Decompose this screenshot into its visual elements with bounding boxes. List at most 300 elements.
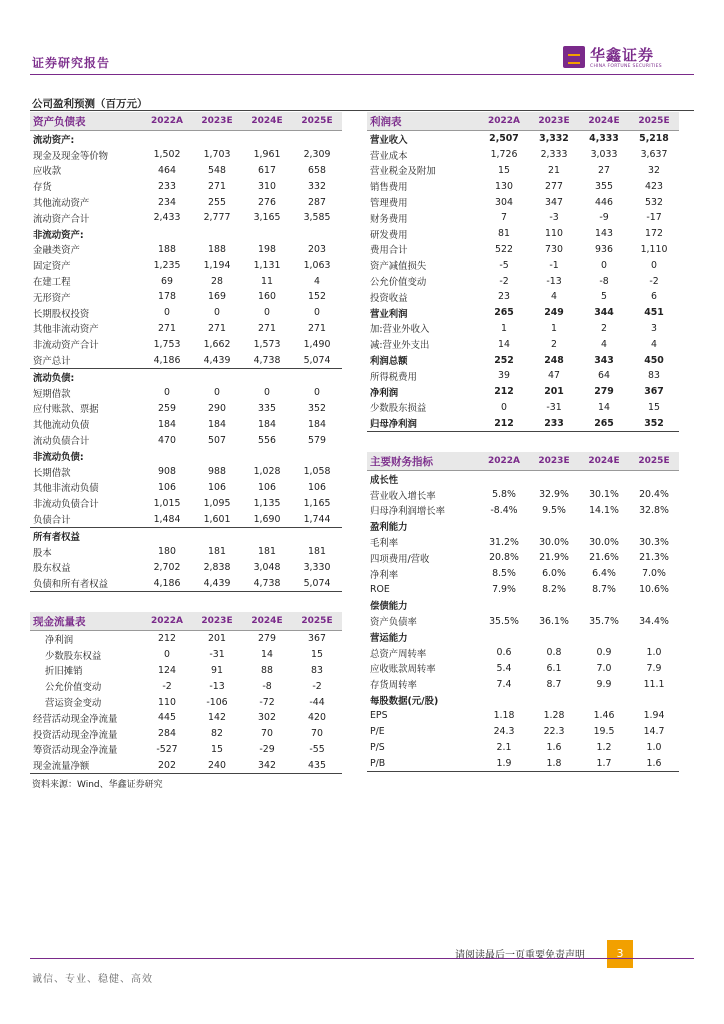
row-label: 其他流动负债 [33, 420, 90, 432]
table-row [30, 710, 342, 726]
cell-value: 1,165 [303, 497, 331, 509]
cell-value: 0 [214, 307, 220, 319]
cell-value: 5,074 [292, 352, 342, 368]
row-label: 长期股权投资 [33, 308, 90, 320]
cell-value: -31 [546, 401, 562, 413]
cell-value: 0 [651, 259, 657, 271]
cell-value: 14 [261, 649, 273, 661]
cell-value [579, 518, 629, 534]
row-label: 营业税金及附加 [370, 166, 436, 178]
cell-value: 184 [258, 418, 276, 430]
table-row [367, 676, 679, 692]
row-label: 少数股东权益 [45, 650, 102, 662]
row-label: 其他流动资产 [33, 198, 90, 210]
row-label: 在建工程 [33, 277, 71, 289]
cell-value: 0 [264, 307, 270, 319]
cell-value: 30.0% [539, 536, 569, 548]
row-label: 筹资活动现金净流量 [33, 745, 118, 757]
row-label: 所有者权益 [33, 531, 80, 543]
cell-value: 124 [158, 664, 176, 676]
cell-value: 446 [595, 196, 613, 208]
table-row [30, 352, 342, 368]
table-row [367, 708, 679, 724]
cell-value: 14.1% [589, 504, 619, 516]
table-row [367, 613, 679, 629]
logo-mark-icon [563, 46, 585, 68]
cell-value: 658 [308, 164, 326, 176]
row-label: 非流动资产合计 [33, 340, 99, 352]
cell-value: 435 [292, 757, 342, 773]
cell-value: 83 [648, 370, 660, 382]
cell-value [142, 226, 192, 242]
table-row [30, 432, 342, 448]
row-label: 现金流量净额 [30, 757, 142, 773]
cell-value: 5 [601, 291, 607, 303]
cell-value: 1.0 [646, 647, 662, 659]
row-label: EPS [370, 710, 388, 722]
cell-value [579, 597, 629, 613]
cell-value: 202 [142, 757, 192, 773]
row-label: 现金及现金等价物 [33, 150, 109, 162]
cell-value: 201 [208, 633, 226, 645]
row-label: 非流动负债合计 [33, 499, 99, 511]
table-header-row [30, 612, 342, 631]
row-label: 其他非流动负债 [33, 483, 99, 495]
cell-value [192, 448, 242, 464]
cell-value: 8.7 [546, 678, 562, 690]
cell-value: 5,218 [639, 133, 669, 145]
cell-value [242, 368, 292, 384]
page-number: 3 [607, 940, 633, 968]
cell-value: 19.5 [593, 726, 615, 738]
row-label: P/B [367, 755, 479, 771]
cell-value: 1.46 [593, 710, 615, 722]
cell-value: 5,074 [292, 575, 342, 591]
table-row [367, 368, 679, 384]
balance-sheet-table [30, 112, 342, 592]
row-label: 其他非流动资产 [33, 324, 99, 336]
cell-value: 4,186 [142, 352, 192, 368]
cell-value: 172 [645, 228, 663, 240]
table-title: 利润表 [367, 112, 479, 131]
cell-value: 184 [208, 418, 226, 430]
year-header: 2023E [192, 112, 242, 131]
table-row [30, 448, 342, 464]
table-row [367, 257, 679, 273]
cell-value: 70 [311, 728, 323, 740]
table-row [30, 131, 342, 147]
row-label: 流动负债合计 [33, 436, 90, 448]
cell-value: 277 [545, 180, 563, 192]
cell-value: 7 [501, 212, 507, 224]
table-row [30, 194, 342, 210]
row-label: 偿债能力 [370, 601, 408, 613]
cell-value: 14 [598, 401, 610, 413]
row-label: 营业收入 [370, 134, 408, 146]
cell-value: 276 [258, 196, 276, 208]
cell-value: 4 [314, 275, 320, 287]
cell-value: 0 [164, 307, 170, 319]
cell-value: 4 [601, 338, 607, 350]
cell-value: 271 [208, 322, 226, 334]
row-label: 投资收益 [370, 292, 408, 304]
cell-value: 0.9 [596, 647, 612, 659]
row-label: 每股数据(元/股) [370, 696, 439, 708]
cell-value: 908 [158, 466, 176, 478]
cell-value: 9.5% [542, 504, 566, 516]
cell-value: -55 [309, 743, 325, 755]
row-label: 研发费用 [370, 229, 408, 241]
cell-value: 271 [308, 322, 326, 334]
row-label: ROE [370, 583, 390, 595]
cell-value: 451 [644, 307, 664, 319]
table-title: 现金流量表 [30, 612, 142, 631]
income-statement-table [367, 112, 679, 432]
cell-value: 70 [261, 728, 273, 740]
cell-value: 259 [158, 402, 176, 414]
row-label: 流动负债: [33, 372, 75, 384]
cell-value: 35.5% [489, 615, 519, 627]
row-label: 所得税费用 [370, 371, 417, 383]
cell-value: 15 [498, 164, 510, 176]
cell-value: 271 [258, 322, 276, 334]
cell-value [629, 629, 679, 645]
row-label: 固定资产 [33, 261, 71, 273]
cell-value: 47 [548, 370, 560, 382]
cell-value: 290 [208, 402, 226, 414]
row-label: P/E [370, 726, 385, 738]
cell-value: 255 [208, 196, 226, 208]
table-row [367, 194, 679, 210]
cell-value: 279 [594, 386, 614, 398]
row-label: 盈利能力 [370, 522, 408, 534]
table-row [367, 131, 679, 147]
row-label: 营业成本 [370, 150, 408, 162]
cell-value: 7.0 [596, 662, 612, 674]
table-row [367, 471, 679, 487]
cell-value: 1.28 [543, 710, 565, 722]
table-row [30, 575, 342, 591]
cell-value: 14.7 [643, 726, 665, 738]
cell-value [192, 368, 242, 384]
table-row [367, 400, 679, 416]
cell-value: -44 [309, 696, 325, 708]
table-row [30, 647, 342, 663]
cell-value: 1,690 [242, 511, 292, 527]
cell-value [529, 629, 579, 645]
disclaimer-link[interactable]: 请阅读最后一页重要免责声明 [455, 950, 585, 961]
table-row [30, 257, 342, 273]
cell-value [292, 448, 342, 464]
cell-value: 1 [501, 322, 507, 334]
row-label: 经营活动现金净流量 [33, 713, 118, 725]
cell-value [479, 629, 529, 645]
table-row [30, 416, 342, 432]
cell-value: 152 [308, 291, 326, 303]
cell-value: 347 [545, 196, 563, 208]
table-row [367, 534, 679, 550]
year-header: 2023E [529, 112, 579, 131]
table-row [30, 480, 342, 496]
cell-value: 28 [211, 275, 223, 287]
table-row [367, 273, 679, 289]
cell-value: 0 [164, 649, 170, 661]
cell-value: 0 [164, 387, 170, 399]
cell-value [192, 131, 242, 147]
company-logo [563, 44, 693, 74]
cell-value: 0 [264, 387, 270, 399]
cell-value: 4,439 [192, 575, 242, 591]
cell-value: 7.9% [492, 583, 516, 595]
year-header: 2024E [242, 112, 292, 131]
table-row [367, 163, 679, 179]
table-row [30, 663, 342, 679]
cell-value: 69 [161, 275, 173, 287]
row-label: 成长性 [370, 474, 399, 486]
table-row [30, 757, 342, 773]
cell-value: 4 [651, 338, 657, 350]
table-row [30, 726, 342, 742]
cell-value: 110 [545, 228, 563, 240]
cell-value: 4,333 [589, 133, 619, 145]
cell-value: 0 [214, 387, 220, 399]
cell-value: 234 [158, 196, 176, 208]
cell-value [242, 448, 292, 464]
cell-value [529, 471, 579, 487]
year-header: 2023E [529, 452, 579, 471]
cell-value: 1,601 [192, 511, 242, 527]
cell-value: 252 [494, 354, 514, 366]
table-row [367, 597, 679, 613]
row-label: 流动资产: [33, 134, 75, 146]
table-row [367, 147, 679, 163]
cell-value: 4,439 [192, 352, 242, 368]
row-label: 财务费用 [370, 213, 408, 225]
cell-value: 201 [544, 386, 564, 398]
cell-value: 4,738 [242, 575, 292, 591]
table-row [367, 289, 679, 305]
row-label: 总资产周转率 [370, 648, 427, 660]
year-header: 2024E [579, 112, 629, 131]
source-note: 资料来源：Wind、华鑫证券研究 [32, 780, 163, 790]
cell-value: 240 [192, 757, 242, 773]
cell-value: 352 [308, 402, 326, 414]
table-row [367, 226, 679, 242]
table-row [30, 321, 342, 337]
table-row [367, 321, 679, 337]
cell-value: -13 [546, 275, 562, 287]
cell-value: 450 [644, 354, 664, 366]
cell-value: 7.4 [496, 678, 512, 690]
cell-value: 464 [158, 164, 176, 176]
cell-value: 0 [314, 387, 320, 399]
cell-value: 3 [651, 322, 657, 334]
table-row [30, 544, 342, 560]
cell-value: 110 [158, 696, 176, 708]
cell-value: 1.18 [493, 710, 515, 722]
row-label: 四项费用/营收 [370, 553, 430, 565]
cell-value: 64 [598, 370, 610, 382]
cell-value: 342 [242, 757, 292, 773]
cell-value: 1,490 [303, 338, 331, 350]
cell-value: 181 [308, 546, 326, 558]
table-row [30, 401, 342, 417]
row-label: 无形资产 [33, 292, 71, 304]
table-row [30, 385, 342, 401]
cell-value [529, 597, 579, 613]
row-label: 投资活动现金净流量 [33, 729, 118, 741]
table-row [30, 178, 342, 194]
cell-value: 287 [308, 196, 326, 208]
cell-value [479, 471, 529, 487]
cell-value [629, 597, 679, 613]
cell-value: 11 [261, 275, 273, 287]
cell-value: 265 [494, 307, 514, 319]
cell-value: 2.1 [496, 741, 512, 753]
cell-value: 423 [645, 180, 663, 192]
cell-value: 8.5% [492, 568, 516, 580]
cell-value: 470 [158, 434, 176, 446]
cell-value: 181 [208, 546, 226, 558]
row-label: 管理费用 [370, 198, 408, 210]
row-label: 净利润 [45, 634, 74, 646]
cell-value: 0.8 [546, 647, 562, 659]
row-label: 营运能力 [370, 632, 408, 644]
cell-value: 420 [308, 712, 326, 724]
cell-value: 0 [601, 259, 607, 271]
cell-value: 143 [595, 228, 613, 240]
cell-value [242, 131, 292, 147]
cell-value: 0.6 [496, 647, 512, 659]
cell-value [479, 692, 529, 708]
cell-value: 1,095 [203, 497, 231, 509]
cell-value [142, 527, 192, 543]
cell-value: 1,063 [303, 259, 331, 271]
table-row [367, 661, 679, 677]
cell-value: 188 [158, 243, 176, 255]
table-row [367, 336, 679, 352]
table-row [367, 740, 679, 756]
table-header-row [367, 452, 679, 471]
year-header: 2022A [479, 112, 529, 131]
cell-value: 142 [208, 712, 226, 724]
year-header: 2025E [292, 612, 342, 631]
cell-value: 30.3% [639, 536, 669, 548]
cell-value: -106 [206, 696, 228, 708]
cell-value: 343 [594, 354, 614, 366]
row-label: 营业利润 [370, 308, 408, 320]
table-row [30, 210, 342, 226]
cell-value: 3,585 [303, 212, 331, 224]
cell-value: -5 [499, 259, 509, 271]
cell-value: 1,015 [153, 497, 181, 509]
cell-value [142, 131, 192, 147]
cell-value: 6 [651, 291, 657, 303]
key-financial-indicators-table [367, 452, 679, 772]
row-label: 归母净利润增长率 [370, 506, 446, 518]
cell-value: 184 [158, 418, 176, 430]
cell-value: 10.6% [639, 583, 669, 595]
cell-value: 24.3 [493, 726, 515, 738]
table-row [30, 226, 342, 242]
table-row [367, 755, 679, 771]
table-row [30, 242, 342, 258]
cell-value: 83 [311, 664, 323, 676]
row-label: 营运资金变动 [45, 698, 102, 710]
cell-value: -8.4% [490, 504, 518, 516]
row-label: 公允价值变动 [45, 682, 102, 694]
row-label: 非流动负债: [33, 451, 84, 463]
cell-value: 181 [258, 546, 276, 558]
cell-value: 32 [648, 164, 660, 176]
cell-value: 1.6 [546, 741, 562, 753]
cell-value: -2 [162, 680, 172, 692]
cell-value: 1,135 [253, 497, 281, 509]
table-row [30, 289, 342, 305]
table-title: 资产负债表 [30, 112, 142, 131]
cell-value: 8.7% [592, 583, 616, 595]
cell-value: 355 [595, 180, 613, 192]
table-row [30, 273, 342, 289]
cell-value [629, 471, 679, 487]
table-row [367, 582, 679, 598]
cell-value: 23 [498, 291, 510, 303]
cell-value: 3,048 [253, 561, 281, 573]
cell-value: 1.2 [596, 741, 612, 753]
year-header: 2022A [479, 452, 529, 471]
cell-value [192, 527, 242, 543]
cell-value: 212 [479, 415, 529, 431]
cell-value: 1,703 [203, 149, 231, 161]
cell-value: 21 [548, 164, 560, 176]
cell-value: 3,637 [640, 149, 668, 161]
cell-value: 279 [258, 633, 276, 645]
year-header: 2025E [292, 112, 342, 131]
table-row [30, 694, 342, 710]
row-label: 存货周转率 [370, 680, 417, 692]
cell-value: 20.8% [489, 552, 519, 564]
table-row [367, 487, 679, 503]
cell-value: 6.1 [546, 662, 562, 674]
section-rule [30, 110, 694, 111]
cell-value: 31.2% [489, 536, 519, 548]
row-label: 负债和所有者权益 [30, 575, 142, 591]
cell-value: 265 [579, 415, 629, 431]
cell-value: 15 [311, 649, 323, 661]
table-row [30, 742, 342, 758]
row-label: 毛利率 [370, 538, 399, 550]
table-row [30, 163, 342, 179]
cell-value: 178 [158, 291, 176, 303]
table-row [30, 368, 342, 384]
cell-value: 1,753 [153, 338, 181, 350]
cell-value: 3,332 [539, 133, 569, 145]
row-label: 少数股东损益 [370, 403, 427, 415]
cell-value: 160 [258, 291, 276, 303]
table-row [367, 692, 679, 708]
row-label: 销售费用 [370, 182, 408, 194]
row-label: 利润总额 [370, 356, 408, 368]
cell-value [479, 518, 529, 534]
cell-value: 21.9% [539, 552, 569, 564]
cell-value: 988 [208, 466, 226, 478]
cell-value: 169 [208, 291, 226, 303]
cell-value: 11.1 [643, 678, 665, 690]
cell-value: 6.0% [542, 568, 566, 580]
cell-value: 310 [258, 180, 276, 192]
row-label: 减:营业外支出 [370, 340, 430, 352]
table-row [30, 678, 342, 694]
